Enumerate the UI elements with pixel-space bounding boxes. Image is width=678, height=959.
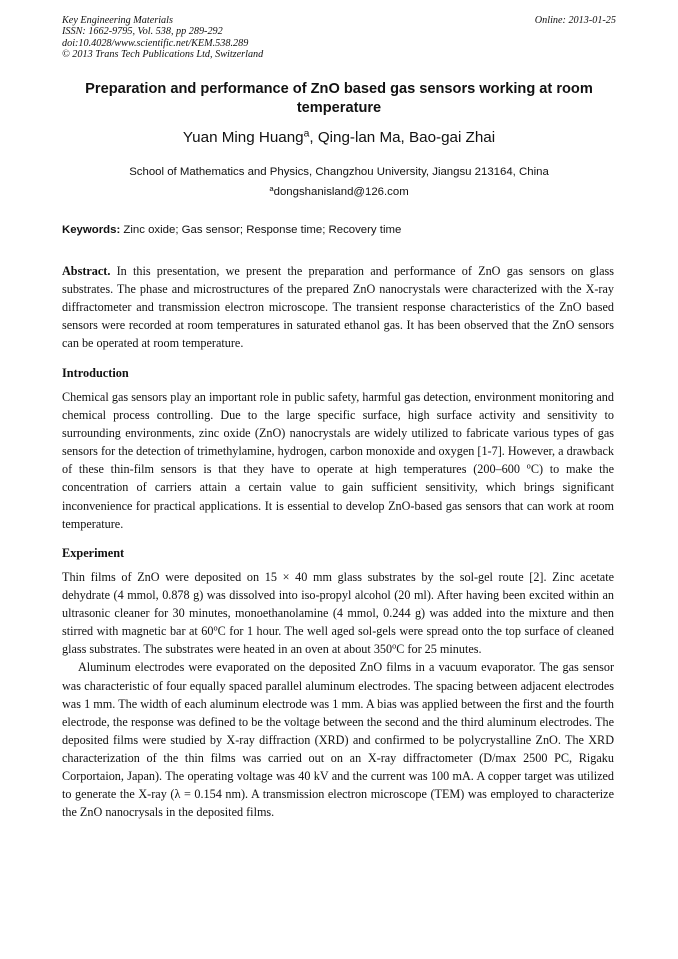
affiliation: School of Mathematics and Physics, Changzhou University, Jiangsu 213164, China (129, 166, 549, 178)
degree-sup: o (392, 641, 397, 651)
exp-text-a: Thin films of ZnO were deposited on 15 × 40 mm glass substrates by the sol-gel route [2]. Zinc acetate dehydrate (4 mmol, 0.878 g) was dissolved into iso-propyl alcohol (20 ml). After having been excited within an ultrasonic cleaner for 30 minutes, monoethanolamine (4 mmol, 0.244 g) was added into the mixture and then stirred with magnetic bar at 60 (62, 570, 614, 639)
paper-title: Preparation and performance of ZnO based gas sensors working at room temperature (85, 81, 593, 116)
abstract-label: Abstract. (62, 264, 111, 278)
author-list (62, 129, 616, 146)
journal-header (62, 15, 616, 60)
copyright-line: © 2013 Trans Tech Publications Ltd, Switzerland (62, 48, 264, 60)
exp-text-b: C for 1 hour. The well aged sol-gels were spread onto the top surface of cleaned glass substrates. The substrates were heated in an oven at about 350 (62, 624, 614, 657)
experiment-paragraph-1 (62, 568, 614, 658)
issn-line: ISSN: 1662-9795, Vol. 538, pp 289-292 (62, 26, 223, 38)
journal-name: Key Engineering Materials (62, 15, 173, 26)
degree-sup: o (213, 623, 218, 633)
introduction-body (62, 388, 614, 533)
abstract-text: In this presentation, we present the preparation and performance of ZnO gas sensors on glass substrates. The phase and microstructures of the prepared ZnO nanocrystals were characterized with the X-ray diffractometer and transmission electron microscope. The transient response characteristics of the ZnO based sensors were recorded at room temperatures in saturated ethanol gas. It has been observed that the ZnO sensors can be operated at room temperature. (62, 264, 614, 351)
degree-sup: o (526, 461, 531, 471)
experiment-heading: Experiment (62, 546, 125, 560)
introduction-heading: Introduction (62, 366, 129, 380)
online-date: Online: 2013-01-25 (534, 15, 616, 26)
author-superscript: a (303, 128, 310, 140)
keywords (62, 224, 616, 236)
author-rest: , Qing-lan Ma, Bao-gai Zhai (309, 129, 496, 146)
author-first: Yuan Ming Huang (182, 129, 304, 146)
keywords-text: Zinc oxide; Gas sensor; Response time; Recovery time (120, 224, 402, 236)
intro-text-b: C) to make the concentration of carriers attain a certain value to gain sufficient sensitivity, which brings significant inconvenience for practical applications. It is essential to develop ZnO-based gas sensors that can work at room temperature. (62, 462, 614, 531)
experiment-paragraph-2: Aluminum electrodes were evaporated on the deposited ZnO films in a vacuum evaporator. The gas sensor was characteristic of four equally spaced parallel aluminum electrodes. The spacing between adjacent electrodes was 1 mm. The width of each aluminum electrode was 1 mm. A bias was applied between the first and the fourth electrode, the response was defined to be the voltage between the second and the third aluminum electrodes. The deposited films were studied by X-ray diffraction (XRD) and confirmed to be polycrystalline ZnO. The XRD characterization of the thin films was carried out on an X-ray diffractometer (D/max 2500 PC, Rigaku Corportaion, Japan). The operating voltage was 40 kV and the current was 100 mA. A copper target was utilized to generate the X-ray (λ = 0.154 nm). A transmission electron microscope (TEM) was employed to characterize the ZnO nanocrysals in the deposited films. (62, 660, 614, 820)
email-address: dongshanisland@126.com (273, 186, 409, 198)
exp-text-c: C for 25 minutes. (396, 642, 482, 657)
keywords-label: Keywords: (62, 224, 121, 236)
intro-text-a: Chemical gas sensors play an important role in public safety, harmful gas detection, environment monitoring and chemical process controlling. Due to the large specific surface, high surface activity and sensitivity to surrounding environments, zinc oxide (ZnO) nanocrystals are widely utilized to fabricate various types of gas sensors for the detection of trimethylamine, hydrogen, carbon monoxide and oxygen [1-7]. However, a drawback of these thin-film sensors is that they have to operate at high temperatures (200–600 (62, 390, 614, 477)
doi-line: doi:10.4028/www.scientific.net/KEM.538.289 (62, 37, 249, 49)
experiment-body (62, 568, 614, 821)
abstract (62, 262, 614, 352)
author-email (62, 183, 616, 198)
email-superscript: a (269, 183, 274, 193)
